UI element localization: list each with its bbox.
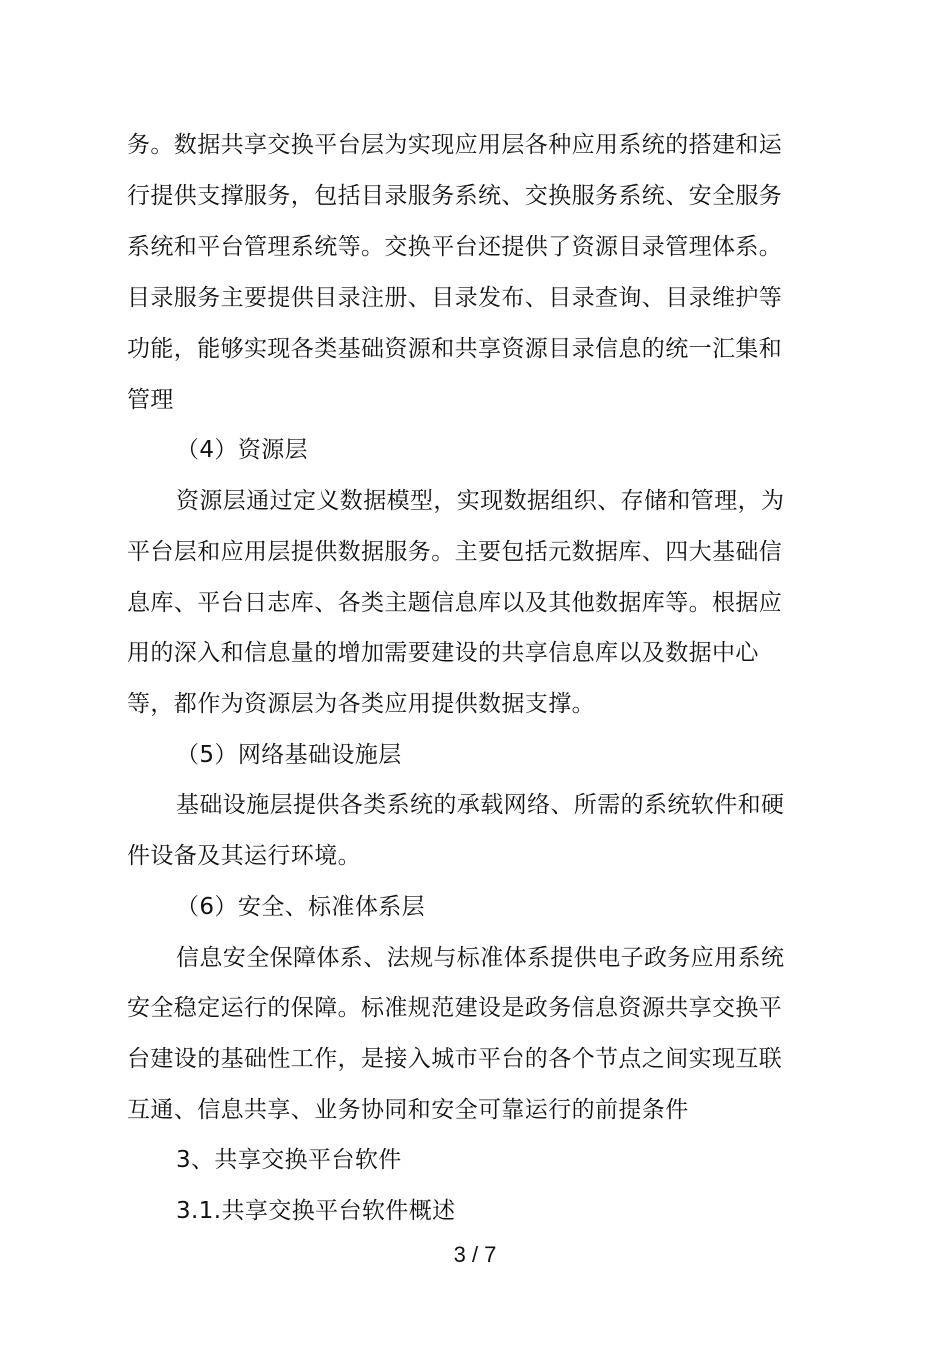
paragraph-line: 用的深入和信息量的增加需要建设的共享信息库以及数据中心 [127, 640, 759, 666]
section-heading-resource-layer: （4）资源层 [176, 437, 309, 463]
paragraph-line: 目录服务主要提供目录注册、目录发布、目录查询、目录维护等 [127, 285, 783, 311]
paragraph-line: 息库、平台日志库、各类主题信息库以及其他数据库等。根据应 [127, 590, 783, 616]
section-heading-security-layer: （6）安全、标准体系层 [176, 894, 426, 920]
paragraph-line: 行提供支撑服务，包括目录服务系统、交换服务系统、安全服务 [127, 183, 783, 209]
paragraph-line: 管理 [127, 387, 174, 413]
paragraph-line: 功能，能够实现各类基础资源和共享资源目录信息的统一汇集和 [127, 336, 783, 362]
paragraph-line: 资源层通过定义数据模型，实现数据组织、存储和管理，为 [176, 488, 785, 514]
section-heading-network-layer: （5）网络基础设施层 [176, 742, 402, 768]
paragraph-line: 系统和平台管理系统等。交换平台还提供了资源目录管理体系。 [127, 234, 783, 260]
section-heading-3: 3、共享交换平台软件 [176, 1147, 402, 1173]
paragraph-line: 件设备及其运行环境。 [127, 843, 361, 869]
paragraph-line: 安全稳定运行的保障。标准规范建设是政务信息资源共享交换平 [127, 995, 783, 1021]
paragraph-line: 平台层和应用层提供数据服务。主要包括元数据库、四大基础信 [127, 539, 783, 565]
paragraph-line: 务。数据共享交换平台层为实现应用层各种应用系统的搭建和运 [127, 132, 783, 158]
paragraph-line: 信息安全保障体系、法规与标准体系提供电子政务应用系统 [176, 945, 785, 971]
paragraph-line: 基础设施层提供各类系统的承载网络、所需的系统软件和硬 [176, 792, 785, 818]
paragraph-line: 台建设的基础性工作，是接入城市平台的各个节点之间实现互联 [127, 1046, 783, 1072]
paragraph-line: 互通、信息共享、业务协同和安全可靠运行的前提条件 [127, 1097, 689, 1123]
paragraph-line: 等，都作为资源层为各类应用提供数据支撑。 [127, 691, 595, 717]
section-heading-3-1: 3.1.共享交换平台软件概述 [176, 1198, 456, 1224]
page-number: 3 / 7 [453, 1242, 497, 1267]
